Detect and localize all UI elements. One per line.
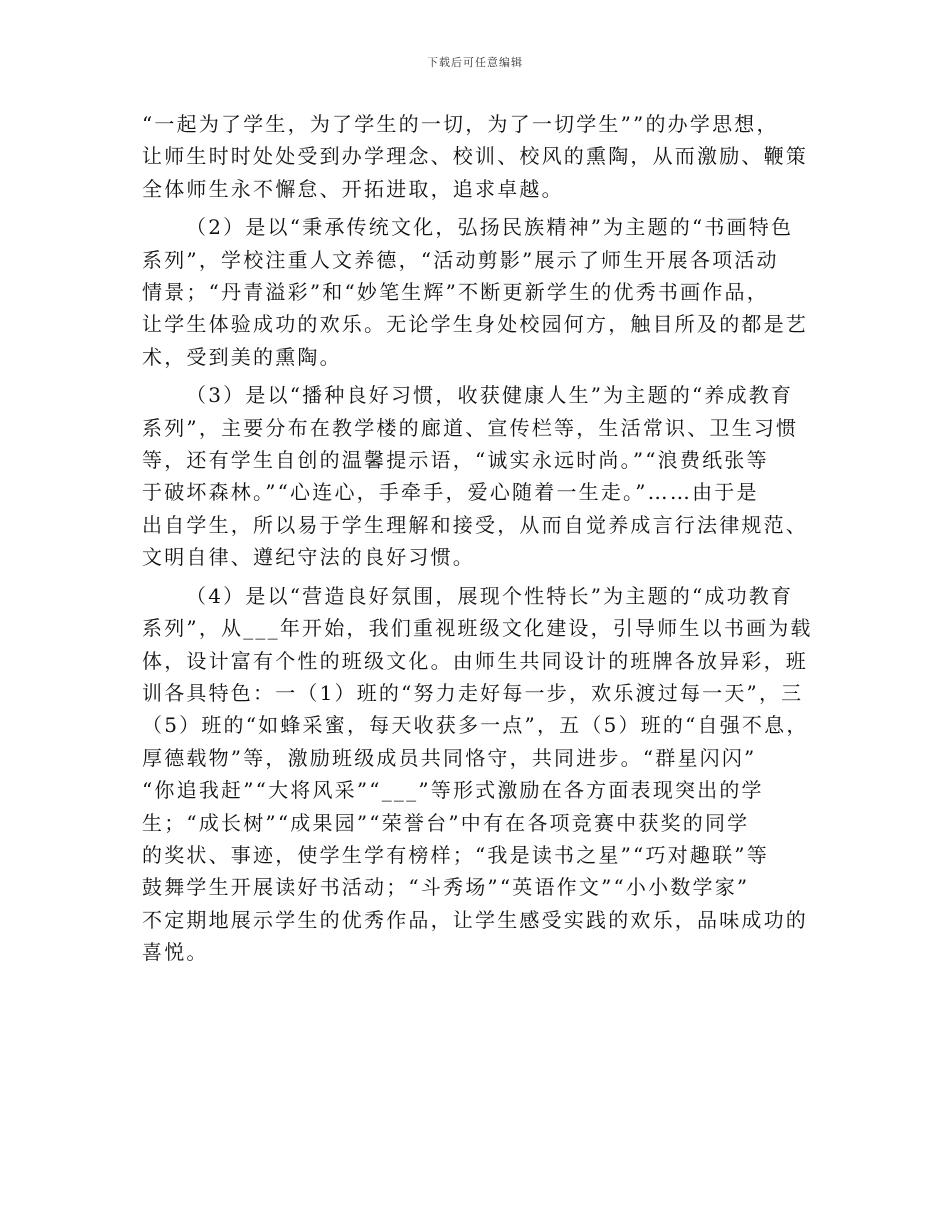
text-line: 训各具特色：一（1）班的“努力走好每一步，欢乐渡过每一天”，三 <box>142 680 804 705</box>
document-body <box>142 108 818 969</box>
text-line: （5）班的“如蜂采蜜，每天收获多一点”，五（5）班的“自强不息， <box>142 713 809 738</box>
text-line: 喜悦。 <box>142 940 209 965</box>
text-line: 让师生时时处处受到办学理念、校训、校风的熏陶，从而激励、鞭策 <box>142 144 808 169</box>
text-line: （2）是以“秉承传统文化，弘扬民族精神”为主题的“书画特色 <box>186 215 794 240</box>
text-line: 不定期地展示学生的优秀作品，让学生感受实践的欢乐，品味成功的 <box>142 907 808 932</box>
text-line: 系列”，学校注重人文养德，“活动剪影”展示了师生开展各项活动 <box>142 247 779 272</box>
paragraph <box>142 379 818 573</box>
text-line: 文明自律、遵纪守法的良好习惯。 <box>142 545 475 570</box>
paragraph <box>142 108 818 205</box>
text-line: 让学生体验成功的欢乐。无论学生身处校园何方，触目所及的都是艺 <box>142 312 808 337</box>
text-line: （3）是以“播种良好习惯，收获健康人生”为主题的“养成教育 <box>186 383 794 408</box>
text-line: 系列”，从___年开始，我们重视班级文化建设，引导师生以书画为载 <box>142 616 813 641</box>
text-line: 等，还有学生自创的温馨提示语，“诚实永远时尚。”“浪费纸张等 <box>142 448 769 473</box>
text-line: 全体师生永不懈怠、开拓进取，追求卓越。 <box>142 176 564 201</box>
text-line: 体，设计富有个性的班级文化。由师生共同设计的班牌各放异彩，班 <box>142 648 808 673</box>
paragraph <box>142 211 818 373</box>
text-line: 情景；“丹青溢彩”和“妙笔生辉”不断更新学生的优秀书画作品， <box>142 280 769 305</box>
text-line: “你追我赶”“大将风采”“___”等形式激励在各方面表现突出的学 <box>142 778 764 803</box>
page-header: 下载后可任意编辑 <box>427 56 523 69</box>
text-line: 鼓舞学生开展读好书活动；“斗秀场”“英语作文”“小小数学家” <box>142 875 750 900</box>
text-line: 术，受到美的熏陶。 <box>142 344 342 369</box>
text-line: 于破坏森林。”“心连心，手牵手，爱心随着一生走。”……由于是 <box>142 480 759 505</box>
paragraph <box>142 580 818 969</box>
text-line: 出自学生，所以易于学生理解和接受，从而自觉养成言行法律规范、 <box>142 512 808 537</box>
text-line: 生；“成长树”“成果园”“荣誉台”中有在各项竞赛中获奖的同学 <box>142 810 750 835</box>
text-line: 厚德载物”等，激励班级成员共同恪守，共同进步。“群星闪闪” <box>142 745 757 770</box>
text-line: （4）是以“营造良好氛围，展现个性特长”为主题的“成功教育 <box>186 583 794 608</box>
text-line: “一起为了学生，为了学生的一切，为了一切学生””的办学思想， <box>142 112 779 136</box>
text-line: 系列”，主要分布在教学楼的廊道、宣传栏等，生活常识、卫生习惯 <box>142 415 799 440</box>
text-line: 的奖状、事迹，使学生学有榜样；“我是读书之星”“巧对趣联”等 <box>142 842 769 867</box>
